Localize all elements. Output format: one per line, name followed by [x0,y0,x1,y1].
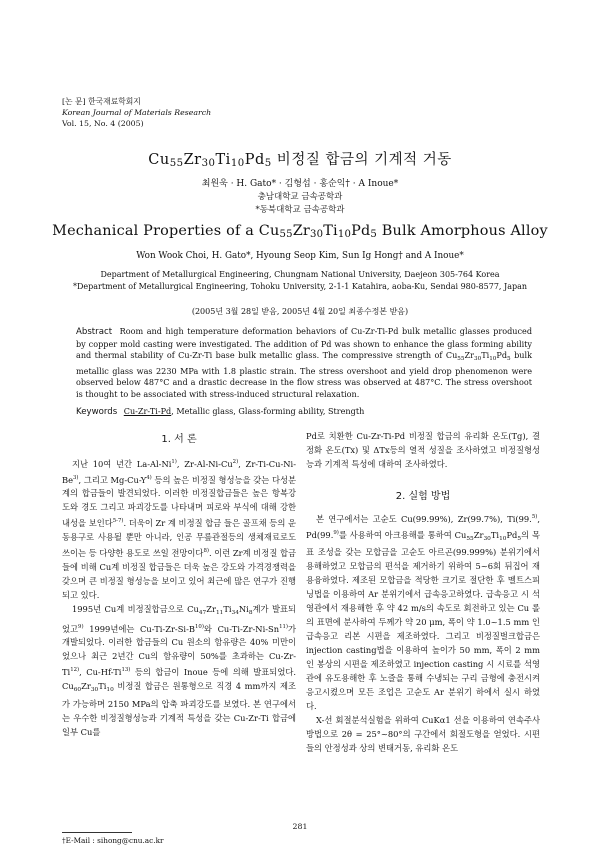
keywords-label: Keywords [76,407,118,417]
korean-affiliation-1: 충남대학교 금속공학과 [257,192,343,202]
keywords-rest: , Metallic glass, Glass-forming ability, Strength [171,406,365,416]
methods-paragraph-2: X-선 회절분석실험을 위하여 CuKα1 선을 이용하여 연속주사 방법으로 2θ = 25°~80°의 구간에서 회절도형을 얻었다. 시편들의 안정성과 상의 변태거동, 유리화 온도 [306,714,540,753]
journal-header [62,96,211,129]
footnote-rule [62,832,132,833]
page-number: 281 [292,822,308,831]
abstract-text: Room and high temperature deformation behaviors of Cu-Zr-Ti-Pd bulk metallic glasses produced by copper mold casting were investigated. The addition of Pd was shown to enhance the glass forming ability and thermal stability of Cu-Zr-Ti base bulk metallic glass. The compressive strength of $Cu_{55}Zr_{30}Ti_{10}Pd_5$ bulk metallic glass was 2230 MPa with 1.8 plastic strain. The stress overshoot and yield drop phenomenon were observed below 487°C and a drastic decrease in the flow stress was observed at 487°C. The stress overshoot is thought to be associated with stress-induced structural relaxation. [76,326,533,399]
left-column [62,456,296,740]
journal-volume: Vol. 15, No. 4 (2005) [62,119,144,128]
english-title-text: Mechanical Properties of a $Cu_{55}Zr_{30}Ti_{10}Pd_5$ Bulk Amorphous Alloy [52,223,548,240]
received-dates: (2005년 3월 28일 받음, 2005년 4월 20일 최종수정본 받음) [191,307,409,316]
methods-paragraph-1: 본 연구에서는 고순도 Cu(99.99%), Zr(99.7%), Ti(99.$^{5)}$, Pd(99.$^{9)}$를 사용하여 아크용해를 통하여 $Cu_{55}Zr_{30}Ti_{10}Pd_5$의 목표 조성을 갖는 모합금을 고순도 아르곤(99.999%) 분위기에서 용해하였고 모합금의 편석을 제거하기 위하여 5~6회 뒤집어 재용융하였다. 제조된 모합금을 적당한 크기로 절단한 후 멜트스피닝법을 이용하여 Ar 분위기에서 급속응고하였다. 급속응고 시 석영관에서 재용해한 후 약 42 m/s의 속도로 회전하고 있는 Cu 롤의 표면에 분사하여 두께가 약 20 μm, 폭이 약 1.0~1.5 mm 인 급속응고 리본 시편을 제조하였다. 그리고 비정질벌크합금은 injection casting법을 이용하여 높이가 50 mm, 폭이 2 mm인 봉상의 시편을 제조하였고 injection casting 시 시료를 석영관에 유도용해한 후 노즐을 통해 수냉되는 구리 금형에 충전시켜 응고시켰으며 모든 조업은 고순도 Ar 분위기 하에서 실시 하였다. [306,513,540,711]
intro-paragraph-1: 지난 10여 년간 La-Al-Ni$^{1)}$, Zr-Al-Ni-Cu$^{2)}$, Zr-Ti-Cu-Ni-Be$^{3)}$, 그리고 $Mg-Cu-Y^{4)}$ 등의 높은 비정질 형성능을 갖는 다성분계의 합금들이 발견되었다. 이러한 비정질합금들은 높은 항복강도와 경도 그리고 파괴강도를 나타내며 피로와 부식에 대해 강한 내성을 보인다$^{5-7)}$. 더욱이 Zr 계 비정질 합금 들은 골프채 등의 운동용구로 사용될 뿐만 아니라, 인공 무릎관절등의 생체재료로도 쓰이는 등 다양한 용도로 쓰일 전망이다$^{8)}$. 이런 Zr계 비정질 합금들에 비해 Cu계 비정질 합금들은 더욱 높은 강도와 가격경쟁력을 갖으며 큰 비정질 형성능을 보이고 있어 최근에 많은 연구가 진행되고 있다. [62,458,297,600]
korean-title-text: $Cu_{55}Zr_{30}Ti_{10}Pd_5$ 비정질 합금의 기계적 거동 [148,152,452,169]
keyword-first: Cu-Zr-Ti-Pd [123,406,172,416]
section-heading-methods: 2. 실험 방법 [395,491,451,502]
intro-paragraph-2: 1995년 Cu계 비정질합금으로 $Cu_{47}Zr_{11}Ti_{34}Ni_8$계가 발표되었고$^{9)}$ 1999년에는 $Cu-Ti-Zr-Si-B^{10)}$와 Cu-Ti-Zr-Ni-Sn$^{11)}$가 개발되었다. 이러한 합금들의 Cu 원소의 함유량은 40% 미만이었으나 최근 2년간 Cu의 함유량이 50%를 초과하는 Cu-Zr-Ti$^{12)}$, Cu-Hf-Ti$^{13)}$ 등의 합금이 Inoue 등에 의해 발표되었다. $Cu_{60}Zr_{30}Ti_{10}$ 비정질 합금은 원통형으로 직경 4 mm까지 제조가 가능하며 2150 MPa의 압축 파괴강도를 보였다. 본 연구에서는 우수한 비정질형성능과 기계적 특성을 갖는 Cu-Zr-Ti 합금에 일부 Cu를 [62,603,297,737]
english-authors: Won Wook Choi, H. Gato*, Hyoung Seop Kim, Sun Ig Hong† and A Inoue* [136,251,464,261]
korean-authors: 최원욱 · H. Gato* · 김형섭 · 홍순익† · A Inoue* [201,179,399,189]
english-affiliation-1: Department of Metallurgical Engineering, Chungnam National University, Daejeon 305-764 Korea [100,270,500,279]
abstract-label: Abstract [76,327,113,337]
korean-affiliation-2: *동북대학교 금속공학과 [255,205,345,215]
right-column [306,511,540,756]
journal-type: [논 문] 한국재료학회지 [62,97,141,106]
korean-title [0,148,600,169]
keywords [76,406,546,417]
section-heading-introduction: 1. 서 론 [161,434,197,445]
english-title [0,223,600,240]
journal-name: Korean Journal of Materials Research [62,108,212,117]
footnote-email: †E-Mail : sihong@cnu.ac.kr [62,836,164,845]
english-affiliation-2: *Department of Metallurgical Engineering, Tohoku University, 2-1-1 Katahira, aoba-Ku, Sendai 980-8577, Japan [72,282,528,291]
abstract [76,326,532,401]
right-column-top [306,430,540,472]
intro-paragraph-3: Pd로 치환한 Cu-Zr-Ti-Pd 비정질 합금의 유리화 온도(Tg), 결정화 온도(Tx) 및 ΔTx등의 열적 성질을 조사하였고 비정질형성능과 기계적 특성에 대하여 조사하였다. [306,431,540,469]
